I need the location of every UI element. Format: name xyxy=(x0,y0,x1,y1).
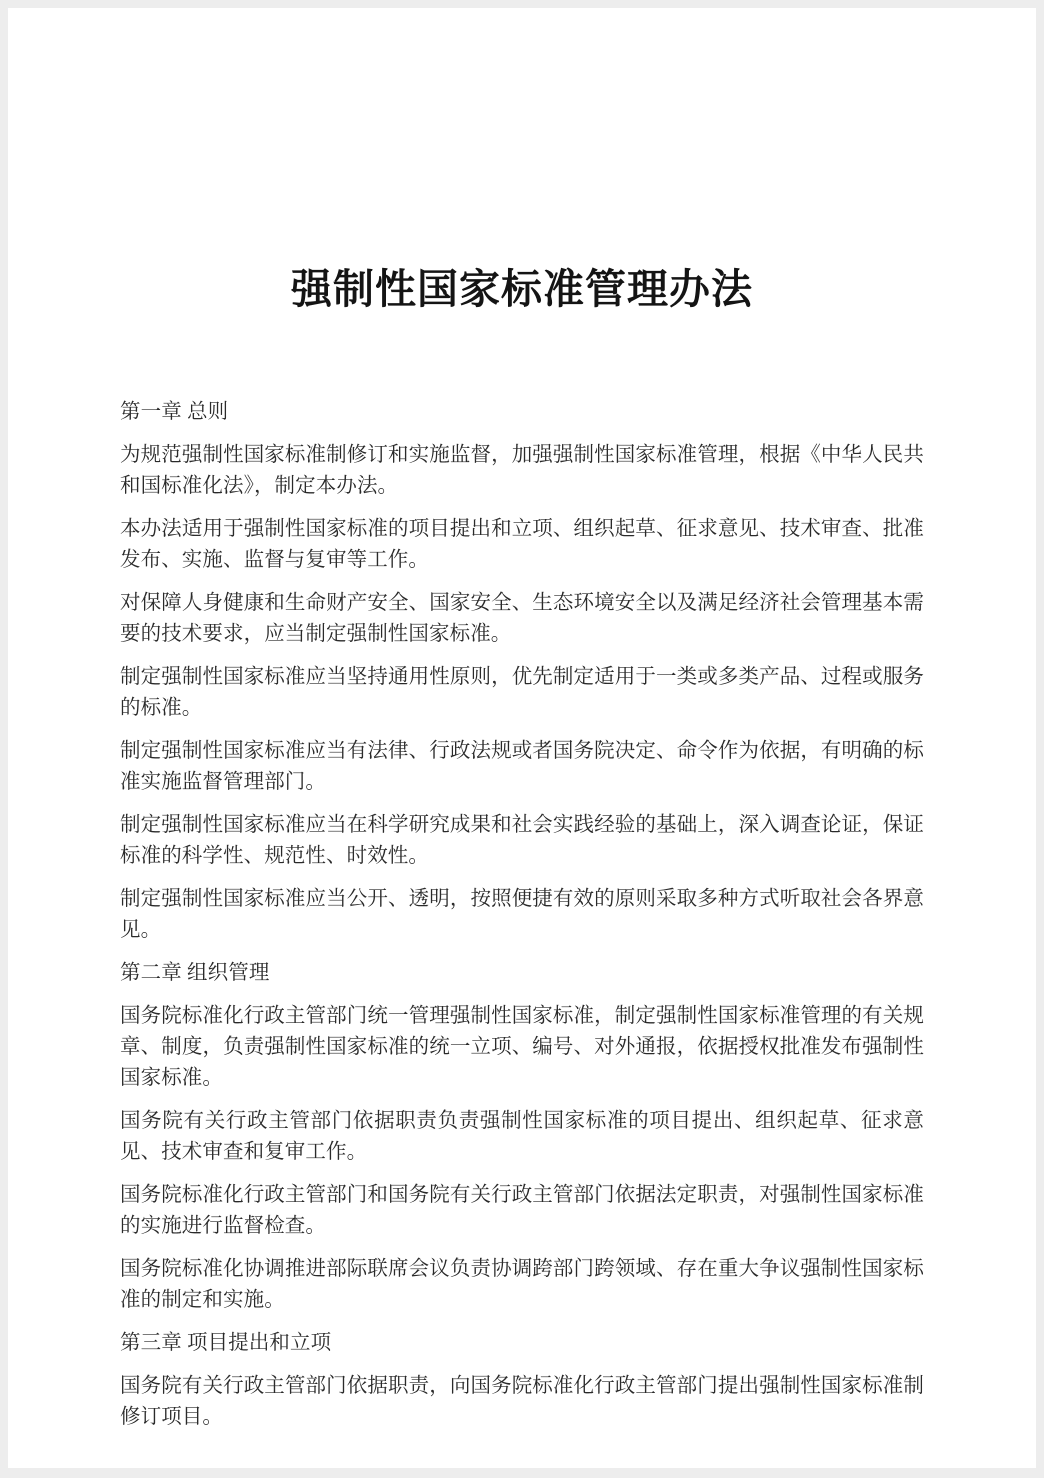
document-body xyxy=(120,397,924,1433)
body-paragraph: 国务院有关行政主管部门依据职责，向国务院标准化行政主管部门提出强制性国家标准制修订项目。 xyxy=(120,1375,924,1428)
chapter-heading: 第二章 组织管理 xyxy=(120,962,270,984)
body-paragraph: 国务院标准化行政主管部门统一管理强制性国家标准，制定强制性国家标准管理的有关规章、制度，负责强制性国家标准的统一立项、编号、对外通报，依据授权批准发布强制性国家标准。 xyxy=(120,1005,924,1089)
body-paragraph: 国务院标准化行政主管部门和国务院有关行政主管部门依据法定职责，对强制性国家标准的实施进行监督检查。 xyxy=(120,1184,924,1237)
body-paragraph: 对保障人身健康和生命财产安全、国家安全、生态环境安全以及满足经济社会管理基本需要的技术要求，应当制定强制性国家标准。 xyxy=(120,592,924,645)
body-paragraph: 制定强制性国家标准应当坚持通用性原则，优先制定适用于一类或多类产品、过程或服务的标准。 xyxy=(120,666,924,719)
chapter-heading: 第三章 项目提出和立项 xyxy=(120,1332,332,1354)
page-title: 强制性国家标准管理办法 xyxy=(291,265,753,313)
body-paragraph: 制定强制性国家标准应当在科学研究成果和社会实践经验的基础上，深入调查论证，保证标准的科学性、规范性、时效性。 xyxy=(120,814,924,867)
body-paragraph: 国务院有关行政主管部门依据职责负责强制性国家标准的项目提出、组织起草、征求意见、技术审查和复审工作。 xyxy=(120,1110,924,1163)
body-paragraph: 制定强制性国家标准应当有法律、行政法规或者国务院决定、命令作为依据，有明确的标准实施监督管理部门。 xyxy=(120,740,924,793)
chapter-heading: 第一章 总则 xyxy=(120,401,229,423)
body-paragraph: 本办法适用于强制性国家标准的项目提出和立项、组织起草、征求意见、技术审查、批准发布、实施、监督与复审等工作。 xyxy=(120,518,924,571)
body-paragraph: 制定强制性国家标准应当公开、透明，按照便捷有效的原则采取多种方式听取社会各界意见。 xyxy=(120,888,924,941)
body-paragraph: 国务院标准化协调推进部际联席会议负责协调跨部门跨领域、存在重大争议强制性国家标准的制定和实施。 xyxy=(120,1258,924,1311)
body-paragraph: 为规范强制性国家标准制修订和实施监督，加强强制性国家标准管理，根据《中华人民共和国标准化法》，制定本办法。 xyxy=(120,444,924,497)
document-page xyxy=(8,8,1036,1468)
